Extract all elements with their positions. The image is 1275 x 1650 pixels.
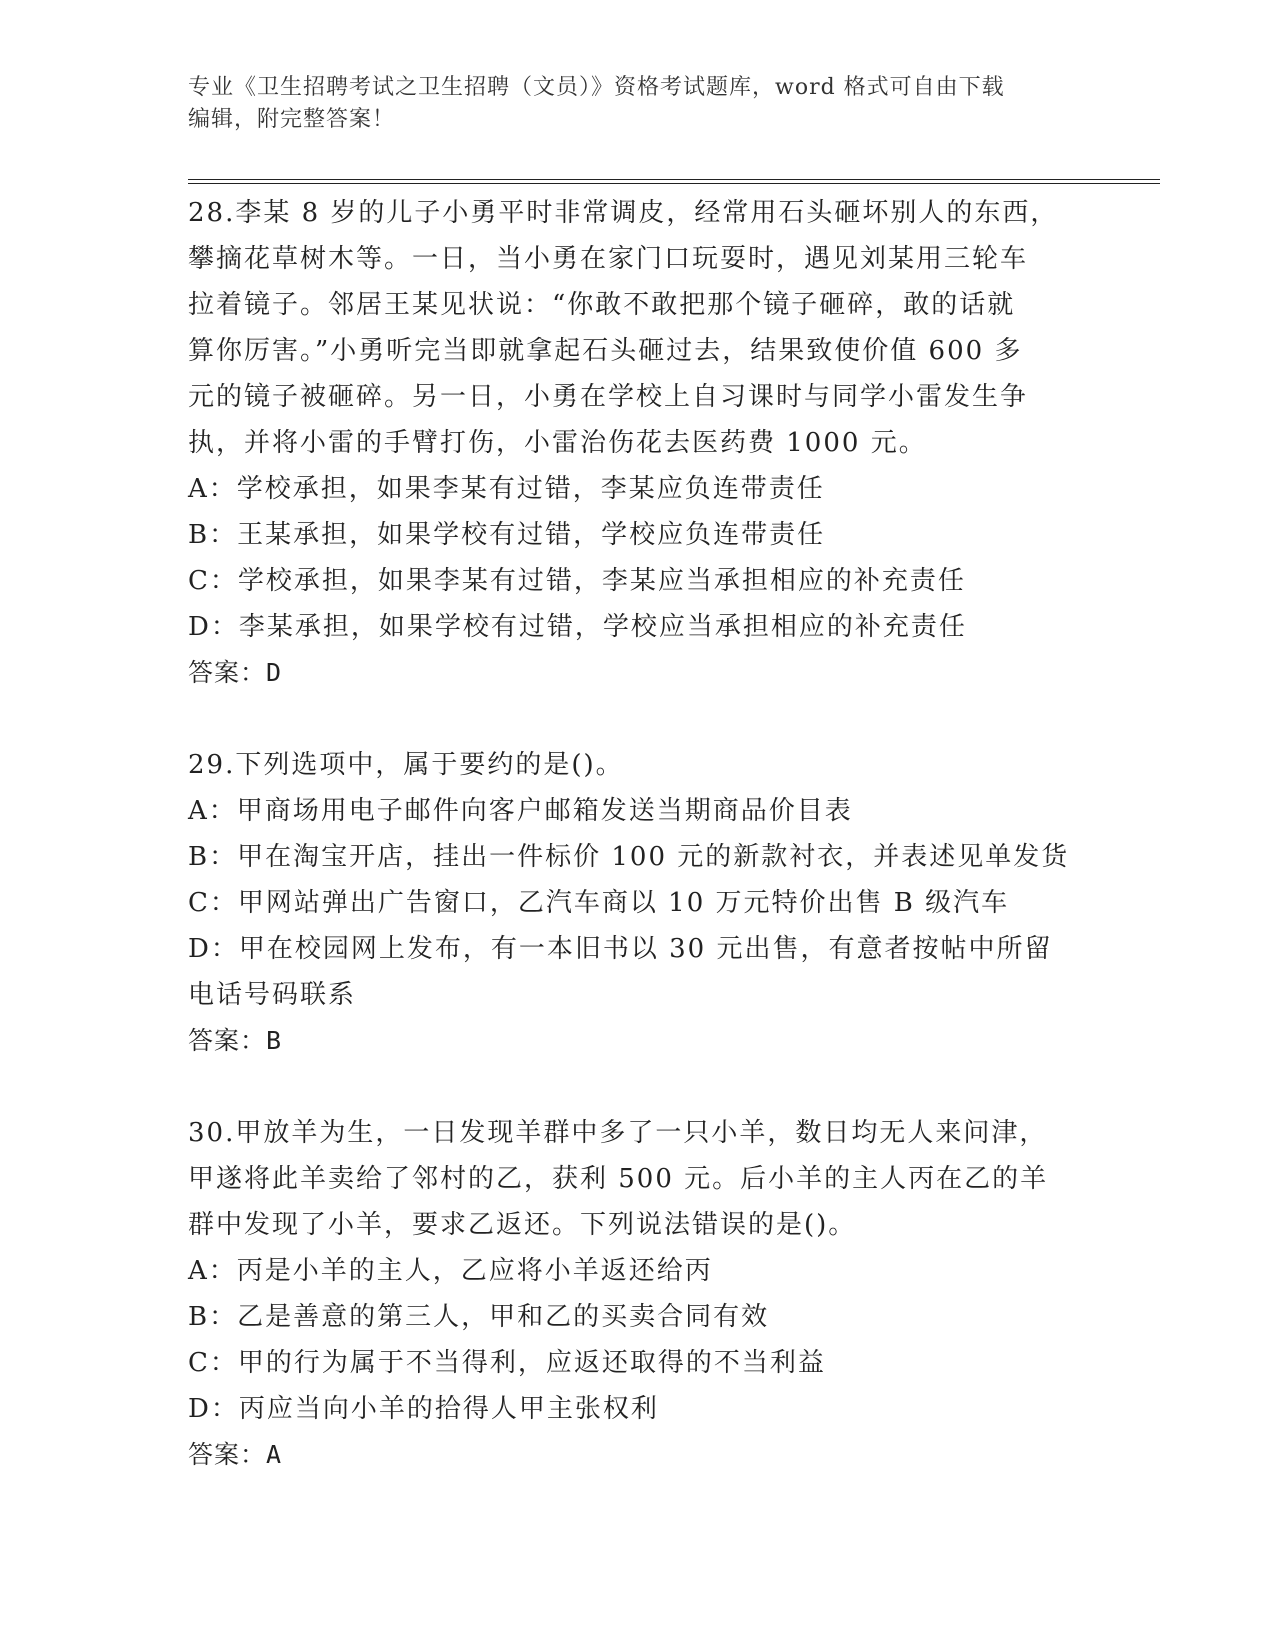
question-text-line: 拉着镜子。邻居王某见状说：“你敢不敢把那个镜子砸碎，敢的话就 [188, 290, 1016, 320]
question-30 [188, 1110, 1088, 1478]
option-b: B：乙是善意的第三人，甲和乙的买卖合同有效 [188, 1302, 770, 1332]
question-text-line: 30.甲放羊为生，一日发现羊群中多了一只小羊，数日均无人来问津， [188, 1118, 1048, 1148]
spacer [188, 1064, 1088, 1110]
option-a: A：丙是小羊的主人，乙应将小羊返还给丙 [188, 1256, 713, 1286]
question-text-line: 甲遂将此羊卖给了邻村的乙，获利 500 元。后小羊的主人丙在乙的羊 [188, 1164, 1049, 1194]
option-c: C：学校承担，如果李某有过错，李某应当承担相应的补充责任 [188, 566, 966, 596]
question-text-line: 算你厉害。”小勇听完当即就拿起石头砸过去，结果致使价值 600 多 [188, 336, 1023, 366]
question-29 [188, 742, 1088, 1064]
question-text-line: 攀摘花草树木等。一日，当小勇在家门口玩耍时，遇见刘某用三轮车 [188, 244, 1029, 274]
question-text-line: 执，并将小雷的手臂打伤，小雷治伤花去医药费 1000 元。 [188, 428, 927, 458]
option-d: D：丙应当向小羊的拾得人甲主张权利 [188, 1394, 659, 1424]
question-text-line: 群中发现了小羊，要求乙返还。下列说法错误的是()。 [188, 1210, 857, 1240]
header-divider-top [188, 179, 1160, 180]
spacer [188, 696, 1088, 742]
header-line-1: 专业《卫生招聘考试之卫生招聘（文员）》资格考试题库，word 格式可自由下载 [188, 75, 1005, 100]
question-text-line: 28.李某 8 岁的儿子小勇平时非常调皮，经常用石头砸坏别人的东西， [188, 198, 1059, 228]
option-d-continued: 电话号码联系 [188, 980, 357, 1010]
question-28 [188, 190, 1088, 696]
option-d: D：甲在校园网上发布，有一本旧书以 30 元出售，有意者按帖中所留 [188, 934, 1053, 964]
question-text-line: 元的镜子被砸碎。另一日，小勇在学校上自习课时与同学小雷发生争 [188, 382, 1029, 412]
option-d: D：李某承担，如果学校有过错，学校应当承担相应的补充责任 [188, 612, 967, 642]
option-b: B：王某承担，如果学校有过错，学校应负连带责任 [188, 520, 826, 550]
question-list [188, 190, 1088, 1478]
answer-line: 答案：A [188, 1440, 283, 1469]
option-a: A：甲商场用电子邮件向客户邮箱发送当期商品价目表 [188, 796, 853, 826]
page-header [188, 72, 1088, 136]
answer-line: 答案：D [188, 658, 283, 687]
header-divider-bottom [188, 183, 1160, 184]
option-c: C：甲的行为属于不当得利，应返还取得的不当利益 [188, 1348, 826, 1378]
option-b: B：甲在淘宝开店，挂出一件标价 100 元的新款衬衣，并表述见单发货 [188, 842, 1070, 872]
question-text-line: 29.下列选项中，属于要约的是()。 [188, 750, 624, 780]
header-line-2: 编辑，附完整答案！ [188, 107, 396, 132]
option-a: A：学校承担，如果李某有过错，李某应负连带责任 [188, 474, 825, 504]
option-c: C：甲网站弹出广告窗口，乙汽车商以 10 万元特价出售 B 级汽车 [188, 888, 1010, 918]
answer-line: 答案：B [188, 1026, 283, 1055]
